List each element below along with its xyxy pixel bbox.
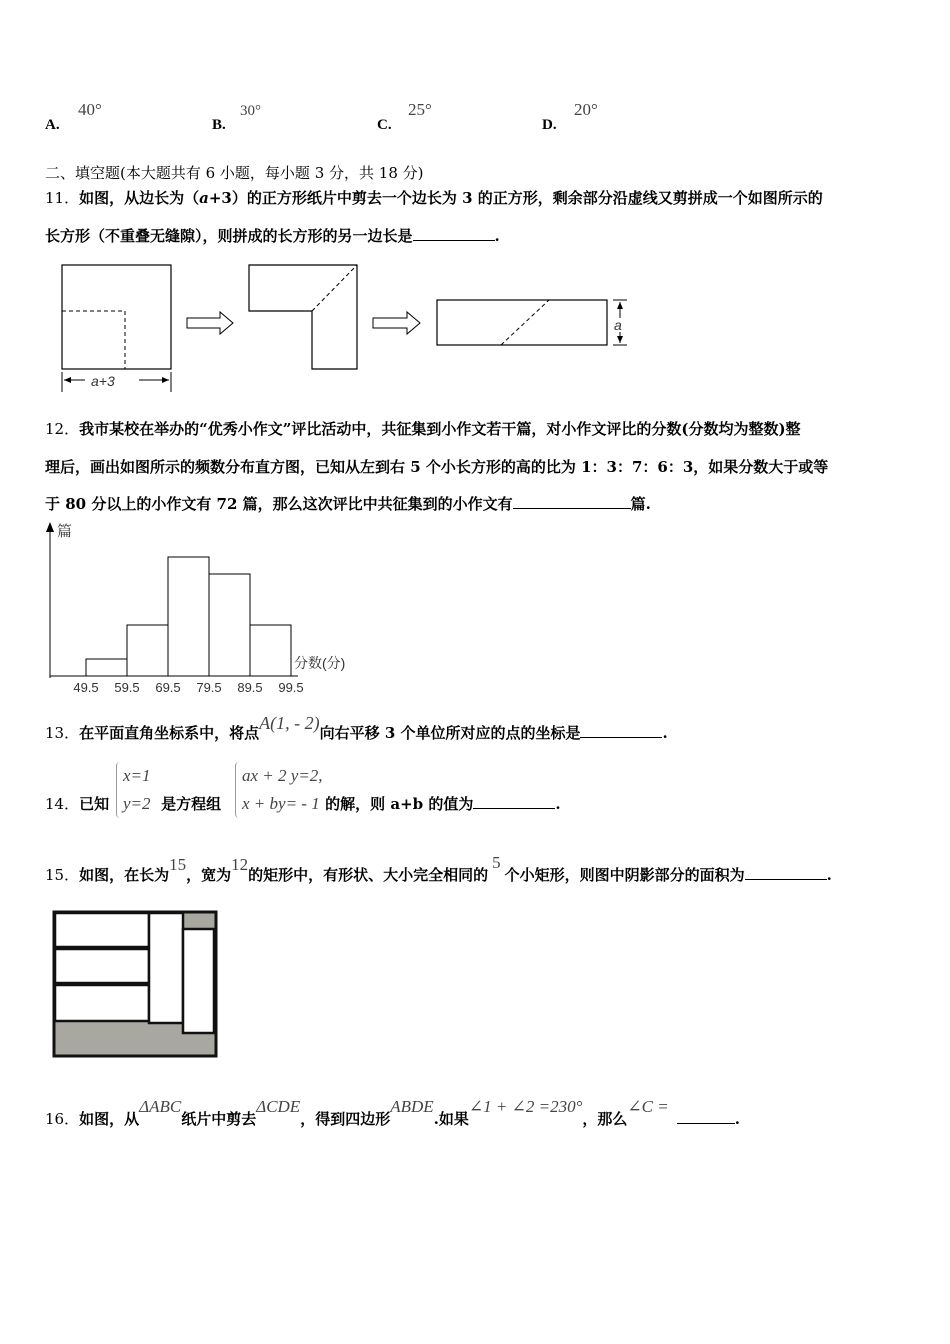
q16-text-a: 如图，从 bbox=[79, 1110, 140, 1128]
q16-triangle-cde: ΔCDE bbox=[256, 1097, 301, 1116]
option-a-label: A. bbox=[45, 117, 60, 133]
hist-tick-6: 99.5 bbox=[278, 680, 304, 695]
q15-count: 5 bbox=[492, 853, 501, 872]
q16-end: . bbox=[734, 1110, 740, 1128]
q15-text-c: 的矩形中，有形状、大小完全相同的 bbox=[248, 866, 489, 884]
q11-arrow-2 bbox=[373, 312, 420, 334]
hist-x-label: 分数(分) bbox=[294, 655, 346, 671]
q15-length: 15 bbox=[169, 855, 187, 874]
q12-text-a: 我市某校在举办的“优秀小作文”评比活动中，共征集到小作文若干篇，对小作文评比的分数(分数均为整数)整 bbox=[79, 420, 801, 438]
option-a-value: 40° bbox=[78, 100, 102, 119]
q15-number: 15． bbox=[45, 866, 80, 884]
hist-tick-2: 59.5 bbox=[114, 680, 140, 695]
q13-point: A(1, - 2) bbox=[259, 713, 320, 733]
option-c-value: 25° bbox=[408, 100, 432, 119]
q11-figure bbox=[55, 260, 645, 400]
q16-text-b: 纸片中剪去 bbox=[181, 1110, 257, 1128]
q16-angle-sum: ∠1 + ∠2 =230° bbox=[468, 1097, 583, 1116]
q11-line2 bbox=[45, 225, 500, 246]
hist-bar-3 bbox=[168, 557, 209, 676]
hist-bar-5 bbox=[250, 625, 291, 676]
q12-end: 篇. bbox=[630, 495, 651, 513]
q15-text-b: ，宽为 bbox=[186, 866, 232, 884]
hist-bar-1 bbox=[86, 659, 127, 676]
q14-system2-eq2: x + by= - 1 bbox=[242, 794, 320, 813]
q14-system2 bbox=[235, 762, 323, 818]
hist-bar-2 bbox=[127, 625, 168, 676]
hist-tick-4: 79.5 bbox=[196, 680, 222, 695]
q14-system1 bbox=[116, 762, 151, 818]
q11-a-arrow-bottom bbox=[617, 336, 623, 343]
q11-text-b: +3）的正方形纸片中剪去一个边长为 3 的正方形，剩余部分沿虚线又剪拼成一个如图所示的 bbox=[208, 189, 823, 207]
q15-text-d: 个小矩形，则图中阴影部分的面积为 bbox=[504, 866, 745, 884]
q16-triangle-abc: ΔABC bbox=[139, 1097, 182, 1116]
q16-quadrilateral: ABDE bbox=[390, 1097, 434, 1116]
q11-cut-square bbox=[62, 311, 125, 369]
hist-bar-4 bbox=[209, 574, 250, 676]
q15-end: . bbox=[826, 866, 832, 884]
hist-y-label: 篇 bbox=[57, 523, 73, 540]
option-d-label: D. bbox=[542, 117, 557, 133]
option-b-label: B. bbox=[212, 117, 226, 133]
q14-system1-eq1: x=1 bbox=[123, 766, 151, 785]
q15-figure bbox=[52, 910, 220, 1060]
section-title: 二、填空题(本大题共有 6 小题，每小题 3 分，共 18 分) bbox=[45, 164, 424, 182]
q13-number: 13． bbox=[45, 724, 80, 742]
q14-text-b: 是方程组 bbox=[161, 795, 222, 813]
q11-result-rectangle bbox=[437, 300, 607, 345]
hist-y-arrow bbox=[46, 522, 54, 532]
q14-text-c: 的解，则 a+b 的值为 bbox=[325, 795, 474, 813]
q11-line1 bbox=[45, 187, 823, 208]
q15-answer-blank[interactable] bbox=[745, 865, 827, 880]
q11-a-arrow-top bbox=[617, 302, 623, 309]
q15-line bbox=[45, 853, 832, 885]
q14-answer-blank[interactable] bbox=[473, 794, 555, 809]
q15-small-rect-5 bbox=[183, 929, 214, 1033]
q11-end: . bbox=[494, 227, 500, 245]
q14-end: . bbox=[555, 795, 561, 813]
q11-answer-blank[interactable] bbox=[413, 226, 495, 241]
q16-line bbox=[45, 1097, 740, 1129]
q16-number: 16． bbox=[45, 1110, 80, 1128]
q15-small-rect-3 bbox=[55, 985, 149, 1021]
q13-end: . bbox=[662, 724, 668, 742]
hist-tick-1: 49.5 bbox=[73, 680, 99, 695]
q12-line1 bbox=[45, 418, 801, 439]
q11-l-shape bbox=[249, 265, 357, 369]
q14-system1-eq2: y=2 bbox=[123, 794, 151, 813]
q12-line3 bbox=[45, 493, 651, 514]
q16-text-c: ，得到四边形 bbox=[300, 1110, 391, 1128]
hist-tick-labels bbox=[73, 680, 303, 695]
q15-width: 12 bbox=[231, 855, 249, 874]
q14-system2-eq1: ax + 2 y=2, bbox=[242, 766, 323, 785]
q13-answer-blank[interactable] bbox=[580, 723, 662, 738]
hist-tick-3: 69.5 bbox=[155, 680, 181, 695]
q16-angle-c: ∠C = bbox=[627, 1097, 669, 1116]
q15-small-rect-2 bbox=[55, 949, 149, 983]
q14-number: 14． bbox=[45, 795, 80, 813]
q15-text-a: 如图，在长为 bbox=[79, 866, 170, 884]
q11-text-c: 长方形（不重叠无缝隙），则拼成的长方形的另一边长是 bbox=[45, 227, 413, 245]
q11-dim-arrow-left bbox=[64, 377, 71, 383]
q11-side-label: a+3 bbox=[91, 373, 115, 389]
option-c-label: C. bbox=[377, 117, 392, 133]
q15-small-rect-1 bbox=[55, 913, 149, 947]
q15-small-rect-4 bbox=[149, 913, 183, 1023]
q13-text-b: 向右平移 3 个单位所对应的点的坐标是 bbox=[319, 724, 581, 742]
q16-answer-blank[interactable] bbox=[677, 1109, 735, 1124]
q12-line2: 理后，画出如图所示的频数分布直方图，已知从左到右 5 个小长方形的高的比为 1：3：7：6：3，如果分数大于或等 bbox=[45, 458, 829, 476]
q13-line bbox=[45, 713, 668, 743]
q11-dim-arrow-right bbox=[162, 377, 169, 383]
hist-bars bbox=[86, 557, 291, 676]
q11-big-square bbox=[62, 265, 171, 369]
q11-number: 11． bbox=[45, 189, 80, 207]
option-d-value: 20° bbox=[574, 100, 598, 119]
q16-text-e: ，那么 bbox=[582, 1110, 628, 1128]
option-b-value: 30° bbox=[240, 103, 261, 119]
q11-arrow-1 bbox=[187, 312, 233, 334]
q14-text-a: 已知 bbox=[79, 795, 110, 813]
q12-text-c: 于 80 分以上的小作文有 72 篇，那么这次评比中共征集到的小作文有 bbox=[45, 495, 513, 513]
q11-rect-cut-line bbox=[501, 300, 549, 345]
q11-text-a: 如图，从边长为（ bbox=[79, 189, 200, 207]
q12-answer-blank[interactable] bbox=[513, 494, 631, 509]
q12-number: 12． bbox=[45, 420, 80, 438]
q16-text-d: .如果 bbox=[433, 1110, 469, 1128]
q12-histogram bbox=[38, 518, 368, 698]
q13-text-a: 在平面直角坐标系中，将点 bbox=[79, 724, 260, 742]
q11-var-a: a bbox=[199, 189, 209, 207]
hist-tick-5: 89.5 bbox=[237, 680, 263, 695]
q11-l-cut-line bbox=[312, 265, 357, 311]
q11-a-label: a bbox=[614, 317, 622, 333]
